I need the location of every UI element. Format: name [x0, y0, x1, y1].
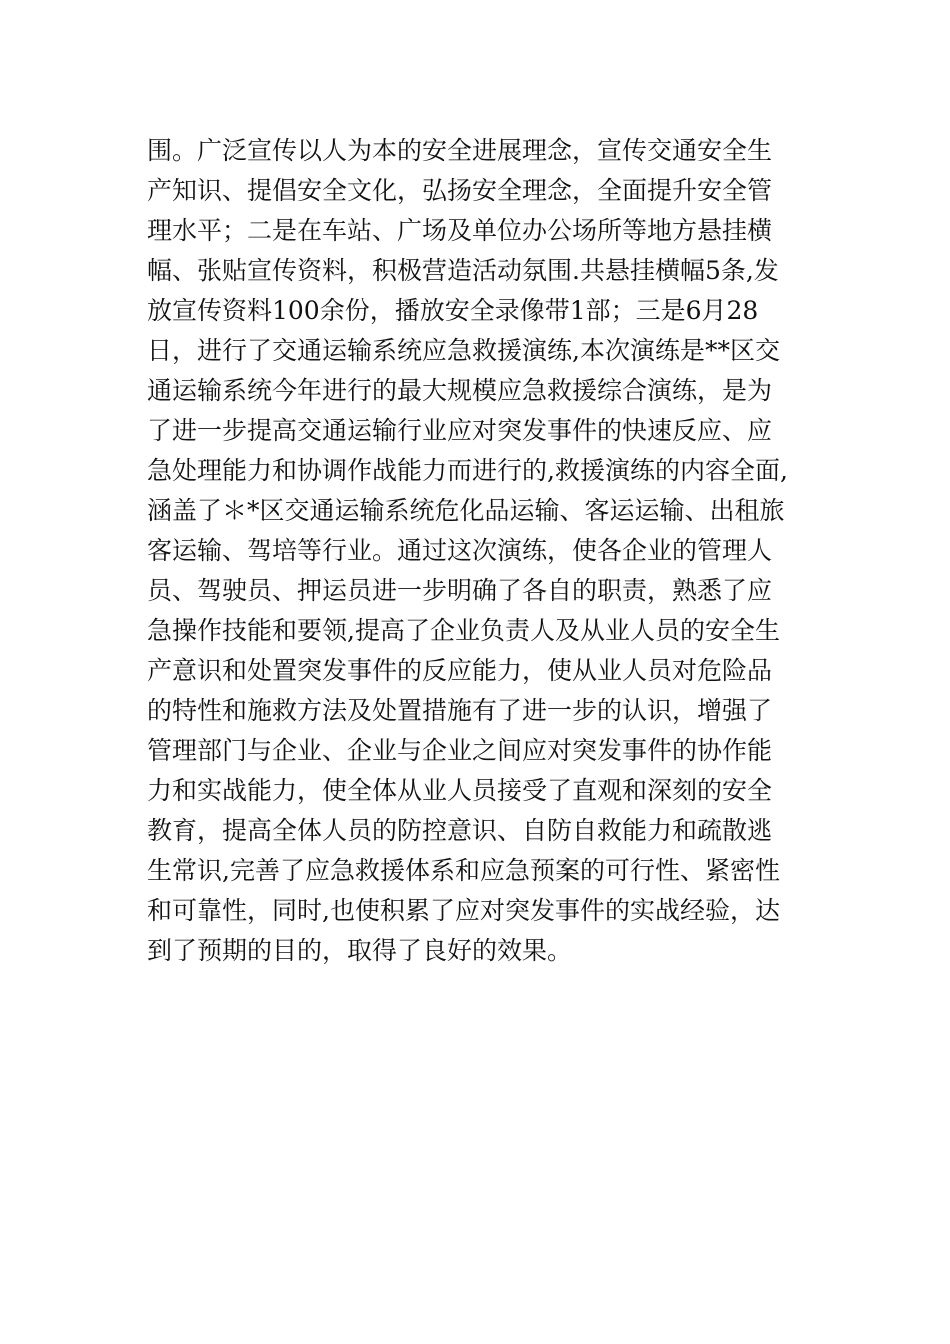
- text-line-5: 放宣传资料100余份，播放安全录像带1部；三是6月28: [147, 296, 759, 325]
- body-paragraph: [147, 131, 827, 971]
- text-line-2: 产知识、提倡安全文化，弘扬安全理念，全面提升安全管: [147, 176, 773, 205]
- text-line-11: 客运输、驾培等行业。通过这次演练，使各企业的管理人: [147, 536, 773, 565]
- text-line-15: 的特性和施救方法及处置措施有了进一步的认识，增强了: [147, 696, 773, 725]
- text-line-3: 理水平；二是在车站、广场及单位办公场所等地方悬挂横: [147, 216, 773, 245]
- text-line-21: 到了预期的目的，取得了良好的效果。: [147, 936, 573, 965]
- text-line-4: 幅、张贴宣传资料，积极营造活动氛围.共悬挂横幅5条,发: [147, 256, 779, 285]
- text-line-12: 员、驾驶员、押运员进一步明确了各自的职责，熟悉了应: [147, 576, 773, 605]
- text-line-17: 力和实战能力，使全体从业人员接受了直观和深刻的安全: [147, 776, 773, 805]
- text-line-19: 生常识,完善了应急救援体系和应急预案的可行性、紧密性: [147, 856, 780, 885]
- text-line-8: 了进一步提高交通运输行业应对突发事件的快速反应、应: [147, 416, 773, 445]
- text-line-14: 产意识和处置突发事件的反应能力，使从业人员对危险品: [147, 656, 773, 685]
- text-line-7: 通运输系统今年进行的最大规模应急救援综合演练，是为: [147, 376, 773, 405]
- text-line-16: 管理部门与企业、企业与企业之间应对突发事件的协作能: [147, 736, 773, 765]
- text-line-13: 急操作技能和要领,提高了企业负责人及从业人员的安全生: [147, 616, 780, 645]
- text-line-1: 围。广泛宣传以人为本的安全进展理念，宣传交通安全生: [147, 136, 773, 165]
- text-line-18: 教育，提高全体人员的防控意识、自防自救能力和疏散逃: [147, 816, 773, 845]
- text-line-9: 急处理能力和协调作战能力而进行的,救援演练的内容全面,: [147, 456, 788, 485]
- text-line-20: 和可靠性，同时,也使积累了应对突发事件的实战经验，达: [147, 896, 780, 925]
- text-line-6: 日，进行了交通运输系统应急救援演练,本次演练是**区交: [147, 336, 780, 365]
- text-line-10: 涵盖了＊*区交通运输系统危化品运输、客运运输、出租旅: [147, 496, 785, 525]
